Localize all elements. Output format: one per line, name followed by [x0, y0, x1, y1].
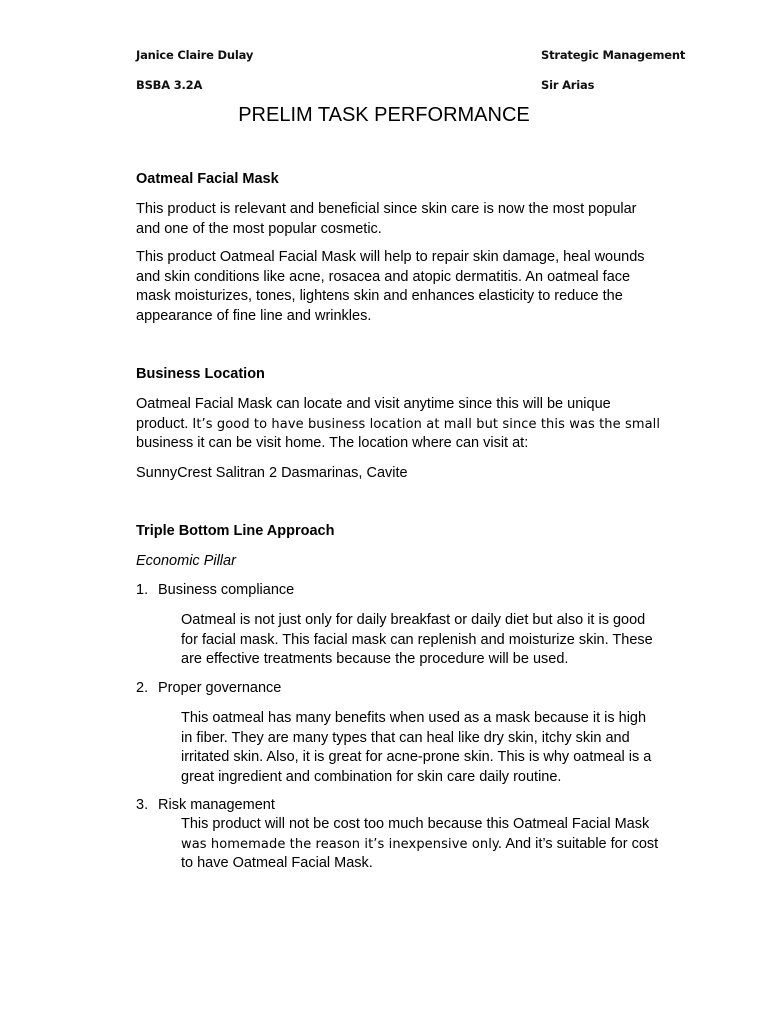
location-paragraph — [136, 395, 676, 454]
text-line: are effective treatments because the procedure will be used. — [181, 651, 569, 667]
list-item-label: 2. Proper governance — [136, 680, 282, 696]
product-paragraph-2 — [136, 248, 676, 326]
course-name: Strategic Management — [541, 48, 686, 62]
author-name: Janice Claire Dulay — [136, 48, 254, 62]
text-line: to have Oatmeal Facial Mask. — [181, 855, 373, 871]
list-item-label: 1. Business compliance — [136, 582, 295, 598]
list-item-body — [181, 611, 681, 670]
text-line: in fiber. They are many types that can heal like dry skin, itchy skin and — [181, 729, 630, 746]
text-line: great ingredient and combination for skin care daily routine. — [181, 768, 562, 785]
text-line: This product Oatmeal Facial Mask will help to repair skin damage, heal wounds — [136, 249, 645, 265]
list-item-body — [181, 709, 681, 787]
location-heading: Business Location — [136, 366, 265, 382]
text-line: This product is relevant and beneficial since skin care is now the most popular — [136, 201, 637, 217]
text-line: appearance of fine line and wrinkles. — [136, 307, 372, 324]
page-title: PRELIM TASK PERFORMANCE — [238, 104, 530, 126]
text-line: Oatmeal Facial Mask can locate and visit anytime since this will be unique — [136, 396, 611, 412]
pillar-label: Economic Pillar — [136, 553, 236, 569]
list-item-label: 3. Risk management — [136, 797, 275, 813]
text-line: irritated skin. Also, it is great for acne-prone skin. This is why oatmeal is a — [181, 749, 652, 765]
text-line: for facial mask. This facial mask can replenish and moisturize skin. These — [181, 631, 653, 648]
text-line: was homemade the reason it’s inexpensive only. And it’s suitable for cost — [181, 835, 659, 852]
class-section: BSBA 3.2A — [136, 78, 203, 92]
text-line: mask moisturizes, tones, lightens skin and enhances elasticity to reduce the — [136, 288, 623, 304]
text-line: This oatmeal has many benefits when used as a mask because it is high — [181, 710, 647, 726]
text-line: and skin conditions like acne, rosacea and atopic dermatitis. An oatmeal face — [136, 268, 631, 285]
product-paragraph-1 — [136, 200, 676, 239]
location-address: SunnyCrest Salitran 2 Dasmarinas, Cavite — [136, 465, 408, 481]
text-line: This product will not be cost too much because this Oatmeal Facial Mask — [181, 816, 650, 832]
text-line: product. It’s good to have business location at mall but since this was the small — [136, 415, 661, 432]
text-line: business it can be visit home. The location where can visit at: — [136, 435, 529, 451]
text-line: Oatmeal is not just only for daily breakfast or daily diet but also it is good — [181, 612, 646, 628]
instructor-name: Sir Arias — [541, 78, 595, 92]
tbl-heading: Triple Bottom Line Approach — [136, 523, 335, 539]
list-item-body — [181, 815, 681, 874]
product-heading: Oatmeal Facial Mask — [136, 171, 279, 187]
text-line: and one of the most popular cosmetic. — [136, 220, 382, 237]
